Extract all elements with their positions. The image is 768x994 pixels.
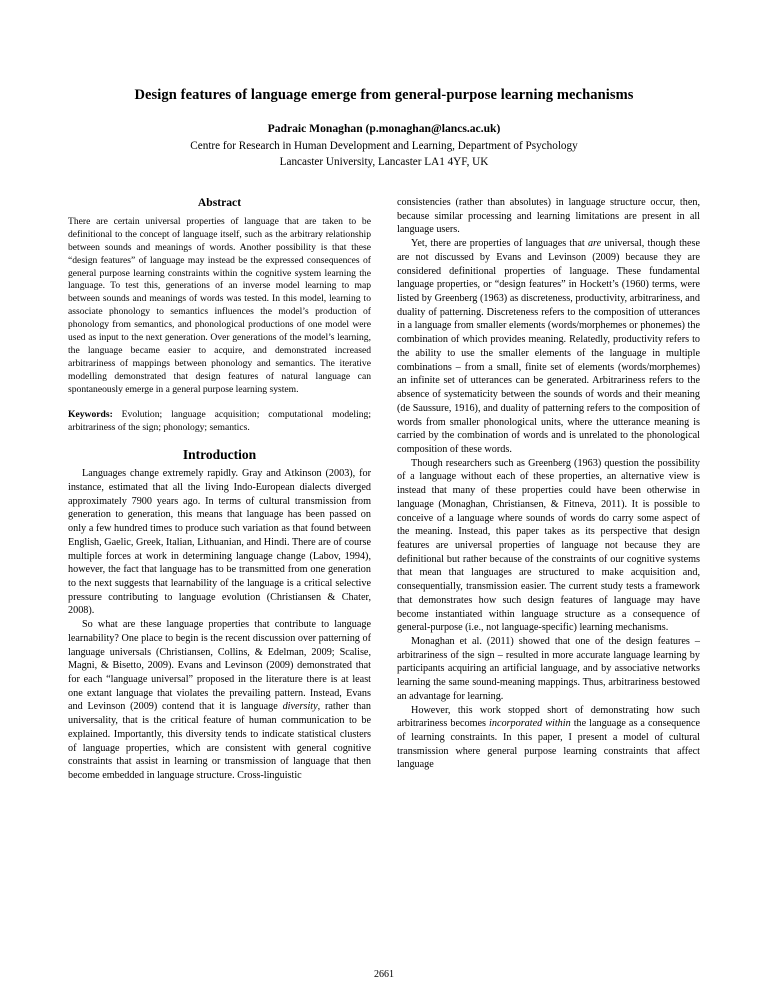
author-name: Padraic Monaghan (p.monaghan@lancs.ac.uk) bbox=[267, 121, 501, 135]
page-number: 2661 bbox=[374, 969, 394, 980]
paper-header bbox=[68, 0, 700, 170]
affiliation-line-1: Centre for Research in Human Development and Learning, Department of Psychology bbox=[190, 139, 578, 152]
right-paragraph-3: Though researchers such as Greenberg (1963) question the possibility of a language without each of these properties, an alternative view is instead that many of these properties could have been otherwise in language (Monaghan, Christiansen, & Fitneva, 2011). It is possible to conceive of a language where sounds of words do carry some aspect of the meaning. Instead, this paper takes as its perspective that design features are universal properties of language not because they are definitional but rather because of the constraints of our cognitive systems that mean that languages are structured to make acquisition and, consequentially, transmission easier. The current study tests a framework that demonstrates how such design features of language may have become instantiated within language structure as a consequence of general-purpose (i.e., not language-specific) learning mechanisms. bbox=[397, 457, 700, 634]
intro-paragraph-1: Languages change extremely rapidly. Gray and Atkinson (2003), for instance, estimated that all the living Indo-European dialects diverged approximately 7900 years ago. In terms of cultural transmission from generation to generation, this means that language has been passed on only a few hundred times to produce such variation as that found between English, Gaelic, Greek, Italian, Lithuanian, and Hindi. There are of course multiple forces at work in determining language change (Labov, 1994), however, the fact that language has to be transmitted from one generation to the next suggests that learnability of the language is a critical selective pressure contributing to language evolution (Christiansen & Chater, 2008). bbox=[68, 468, 371, 617]
right-paragraph-2-part-b: universal, though these are not discussed by Evans and Levinson (2009) because they are considered definitional properties of language. These fundamental language properties, or “design features” in Hockett’s (1960) terms, were listed by Greenberg (1963) as discreteness, productivity, arbitrariness, and duality of patterning. Discreteness refers to the composition of utterances in a language from smaller elements (words/morphemes or phonemes) the combination of which provides meaning. Relatedly, productivity refers to the ability to use the smaller elements of the language in multiple combinations – from a small, finite set of elements (words/morphemes) an infinite set of utterances can be generated. Arbitrariness refers to the absence of systematicity between the sounds of words and their meaning (de Saussure, 1916), and duality of patterning refers to the composition of words from smaller phonological units, where the utterance meaning is carried by the combination of words and is unrelated to the phonological composition of these words. bbox=[397, 238, 700, 455]
intro-paragraph-2-emphasis: diversity bbox=[282, 701, 318, 713]
keywords-paragraph bbox=[68, 409, 371, 435]
keywords-text: Evolution; language acquisition; computational modeling; arbitrariness of the sign; phonology; semantics. bbox=[68, 409, 371, 434]
right-paragraph-2 bbox=[397, 237, 700, 457]
intro-paragraph-2-part-a: So what are these language properties that contribute to language learnability? One place to begin is the recent discussion over patterning of language universals (Christiansen, Collins, & Edelman, 2009; Scalise, Magni, & Bisetto, 2009). Evans and Levinson (2009) demonstrated that for each “language universal” proposed in the literature there is at least one extant language that violates the prevailing pattern. Instead, Evans and Levinson (2009) contend that it is language bbox=[68, 619, 371, 713]
right-paragraph-5-part-b: the language as a consequence of learning constraints. In this paper, I present a model of cultural transmission where general purpose learning constraints that affect language bbox=[397, 718, 700, 771]
two-column-body bbox=[68, 196, 700, 783]
introduction-heading: Introduction bbox=[182, 447, 257, 463]
right-column bbox=[397, 196, 700, 783]
intro-paragraph-2 bbox=[68, 618, 371, 783]
left-column bbox=[68, 196, 371, 783]
page-title: Design features of language emerge from general-purpose learning mechanisms bbox=[134, 87, 634, 103]
intro-paragraph-2-part-b: , rather than universality, that is the critical feature of human communication to be explained. Importantly, this diversity tends to indicate statistical clusters of language properties, which are consistent with general cognitive constraints that assist in learning or transmission of language that then become embedded in language structure. Cross-linguistic bbox=[68, 701, 371, 782]
keywords-label: Keywords: bbox=[68, 409, 113, 421]
abstract-text: There are certain universal properties of language that are taken to be definitional to the concept of language itself, such as the arbitrary relationship between sounds and meanings of words. Another possibility is that these “design features” of language may instead be the expressed consequences of general purpose learning constraints within the cognitive system learning the language. To test this, generations of an inverse model learning to map between sounds and meanings of words was tested. In this model, learning to associate phonology to semantics influences the model’s production of phonology from semantics, and phonological productions of one model were used as input to the next generation. Over generations of the model’s learning, the language became easier to acquire, and demonstrated increased arbitrariness of mappings between phonology and semantics. The iterative modelling demonstrated that design features of natural language can spontaneously emerge in a general purpose learning system. bbox=[68, 216, 371, 395]
right-paragraph-2-part-a: Yet, there are properties of languages that bbox=[411, 238, 588, 250]
right-paragraph-2-emphasis: are bbox=[587, 238, 602, 250]
right-paragraph-5 bbox=[397, 704, 700, 773]
right-paragraph-4: Monaghan et al. (2011) showed that one of the design features – arbitrariness of the sign – resulted in more accurate language learning by participants acquiring an artificial language, and by associative networks learning the same sound-meaning mappings. Thus, arbitrariness bestowed an advantage for learning. bbox=[397, 636, 700, 702]
right-paragraph-5-emphasis: incorporated within bbox=[489, 718, 571, 730]
right-paragraph-1: consistencies (rather than absolutes) in language structure occur, then, because similar processing and learning limitations are present in all language users. bbox=[397, 197, 700, 236]
right-paragraph-5-part-a: However, this work stopped short of demonstrating how such arbitrariness becomes bbox=[397, 704, 700, 730]
abstract-heading: Abstract bbox=[197, 196, 242, 209]
affiliation-line-2: Lancaster University, Lancaster LA1 4YF, UK bbox=[279, 155, 489, 168]
